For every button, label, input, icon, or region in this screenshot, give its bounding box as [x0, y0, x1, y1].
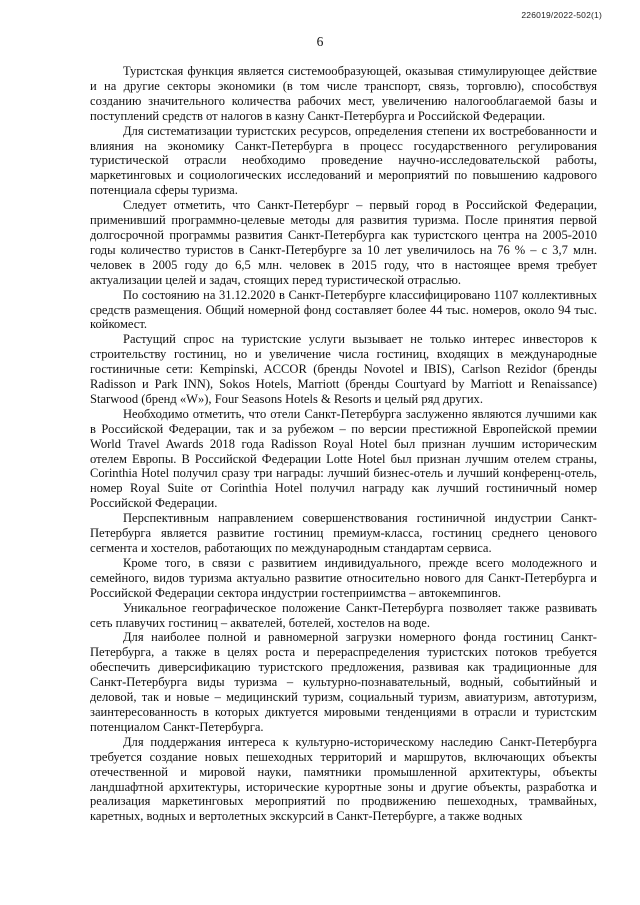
- paragraph-accommodation-stats: По состоянию на 31.12.2020 в Санкт-Петербурге классифицировано 1107 коллективных средств размещения. Общий номерной фонд составляет более 44 тыс. номеров, около 94 тыс. койкомест.: [90, 287, 597, 332]
- page-number: 6: [316, 34, 324, 49]
- paragraph-cultural-heritage: Для поддержания интереса к культурно-историческому наследию Санкт-Петербурга требуется создание новых пешеходных территорий и маршрутов, включающих объекты отечественной и мировой науки, памятники промышленной архитектуры, объекты ландшафтной архитектуры, исторические курортные зоны и другие объекты, разработка и реализация маркетинговых мероприятий по продвижению пешеходных, трамвайных, каретных, водных и вертолетных экскурсий в Санкт-Петербурге, а также водных: [90, 734, 597, 824]
- paragraph-autocampings: Кроме того, в связи с развитием индивидуального, прежде всего молодежного и семейного, видов туризма актуально развитие относительно нового для Санкт-Петербурга и Российской Федерации сектора индустрии гостеприимства – автокемпингов.: [90, 555, 597, 600]
- document-body: [90, 64, 597, 824]
- paragraph-diversification: Для наиболее полной и равномерной загрузки номерного фонда гостиниц Санкт-Петербурга, а также в целях роста и перераспределения туристских потоков требуется обеспечить диверсификацию туристского предложения, развивая как традиционные для Санкт-Петербурга виды туризма – культурно-познавательный, водный, событийный и деловой, так и новые – медицинский туризм, социальный туризм, авиатуризм, автотуризм, заинтересованность в которых диктуется мировыми тенденциями в отрасли и туристским потенциалом Санкт-Петербурга.: [90, 630, 597, 734]
- paragraph-systematization: Для систематизации туристских ресурсов, определения степени их востребованности и влияния на экономику Санкт-Петербурга в процесс государственного регулирования туристической отрасли необходимо проведение научно-исследовательской работы, маркетинговых и социологических исследований и мероприятий по повышению кадрового потенциала сферы туризма.: [90, 123, 597, 198]
- paragraph-hotel-awards: Необходимо отметить, что отели Санкт-Петербурга заслуженно являются лучшими как в Российской Федерации, так и за рубежом – по версии престижной Европейской премии World Travel Awards 2018 года Radisson Royal Hotel был признан лучшим историческим отелем Европы. В Российской Федерации Lotte Hotel был признан лучшим отелем страны, Corinthia Hotel получил сразу три награды: лучший бизнес-отель и лучший конференц-отель, номер Royal Suite от Corinthia Hotel получил награду как лучший гостиничный номер Российской Федерации.: [90, 406, 597, 511]
- document-registration-number: 226019/2022-502(1): [521, 10, 602, 20]
- paragraph-premium-hotels: Перспективным направлением совершенствования гостиничной индустрии Санкт-Петербурга является развитие гостиниц премиум-класса, гостиниц среднего ценового сегмента и хостелов, работающих по международным стандартам сервиса.: [90, 511, 597, 555]
- paragraph-first-city: Следует отметить, что Санкт-Петербург – первый город в Российской Федерации, применивший программно-целевые методы для развития туризма. После принятия первой долгосрочной программы развития Санкт-Петербурга как туристского центра на 2005-2010 годы количество туристов в Санкт-Петербурге за 10 лет увеличилось на 76 % – с 3,7 млн. человек в 2005 году до 6,5 млн. человек в 2015 году, что в настоящее время требует актуализации целей и задач, стоящих перед туристической отраслью.: [90, 198, 597, 287]
- paragraph-tourism-function: Туристская функция является системообразующей, оказывая стимулирующее действие и на другие секторы экономики (в том числе транспорт, связь, торговлю), способствуя созданию значительного количества рабочих мест, увеличению налогооблагаемой базы и поступлений средств от налогов в казну Санкт-Петербурга и Российской Федерации.: [90, 64, 597, 123]
- paragraph-floating-hotels: Уникальное географическое положение Санкт-Петербурга позволяет также развивать сеть плавучих гостиниц – аквателей, ботелей, хостелов на воде.: [90, 600, 597, 630]
- paragraph-hotel-chains: Растущий спрос на туристские услуги вызывает не только интерес инвесторов к строительству гостиниц, но и увеличение числа гостиниц, входящих в международные гостиничные сети: Kempinski, ACCOR (бренды Novotel и IBIS), Carlson Rezidor (бренды Radisson и Park INN), Sokos Hotels, Marriott (бренды Courtyard by Marriott и Renaissance) Starwood (бренд «W»), Four Seasons Hotels & Resorts и целый ряд других.: [90, 332, 597, 406]
